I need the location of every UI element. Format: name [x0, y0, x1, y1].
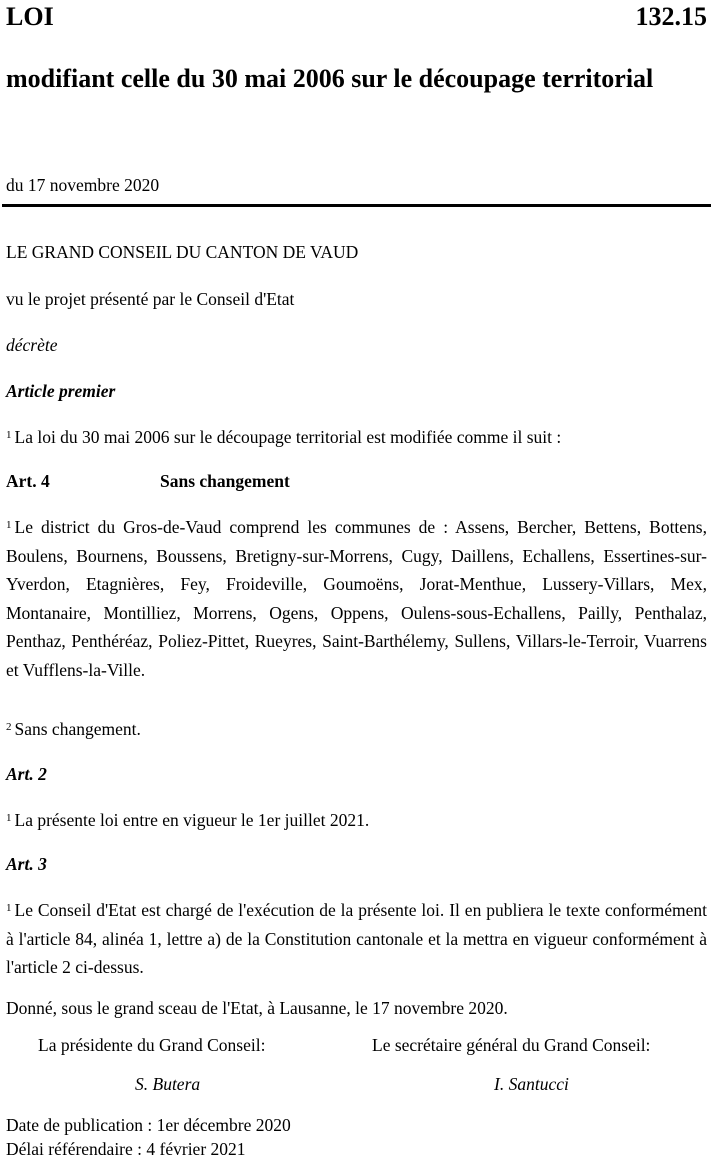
art3-paragraph [6, 896, 707, 982]
art2-paragraph [6, 809, 369, 831]
considering: vu le projet présenté par le Conseil d'Etat [6, 289, 295, 309]
law-date: du 17 novembre 2020 [6, 175, 160, 195]
paragraph-number: 1 [6, 902, 12, 914]
law-type: LOI [6, 2, 54, 31]
secretary-name: I. Santucci [494, 1074, 569, 1094]
given-statement: Donné, sous le grand sceau de l'Etat, à Lausanne, le 17 novembre 2020. [6, 998, 508, 1018]
authority: LE GRAND CONSEIL DU CANTON DE VAUD [6, 242, 359, 262]
header-divider [2, 204, 711, 207]
article-premier-paragraph [6, 426, 561, 448]
paragraph-text: Sans changement. [14, 719, 141, 739]
president-name: S. Butera [135, 1074, 201, 1094]
paragraph-text: La loi du 30 mai 2006 sur le découpage territorial est modifiée comme il suit : [14, 427, 562, 447]
paragraph-text: La présente loi entre en vigueur le 1er juillet 2021. [14, 810, 370, 830]
president-role: La présidente du Grand Conseil: [38, 1035, 266, 1055]
law-title: modifiant celle du 30 mai 2006 sur le découpage territorial [6, 64, 654, 93]
referendum-deadline: Délai référendaire : 4 février 2021 [6, 1139, 246, 1159]
publication-date: Date de publication : 1er décembre 2020 [6, 1115, 291, 1135]
art2-heading: Art. 2 [6, 764, 47, 784]
art4-paragraph-1 [6, 513, 707, 684]
article-premier-heading: Article premier [6, 381, 116, 401]
secretary-role: Le secrétaire général du Grand Conseil: [372, 1035, 651, 1055]
paragraph-text: Le district du Gros-de-Vaud comprend les communes de : Assens, Bercher, Bettens, Bottens, Boulens, Bournens, Boussens, Bretigny-sur-Morrens, Cugy, Daillens, Echallens, Essertines-sur-Yverdon, Etagnières, Fey, Froideville, Goumoëns, Jorat-Menthue, Lussery-Villars, Mex, Montanaire, Montilliez, Morrens, Ogens, Oppens, Oulens-sous-Echallens, Pailly, Penthalaz, Penthaz, Penthéréaz, Poliez-Pittet, Rueyres, Saint-Barthélemy, Sullens, Villars-le-Terroir, Vuarrens et Vufflens-la-Ville. [6, 517, 707, 680]
decree: décrète [6, 335, 58, 355]
art4-heading: Art. 4 [6, 471, 50, 491]
paragraph-number: 1 [6, 519, 12, 531]
law-number: 132.15 [635, 2, 707, 31]
art4-title: Sans changement [160, 471, 290, 491]
paragraph-number: 1 [6, 812, 12, 824]
paragraph-number: 1 [6, 429, 12, 441]
art4-paragraph-2 [6, 718, 141, 740]
paragraph-text: Le Conseil d'Etat est chargé de l'exécution de la présente loi. Il en publiera le texte conformément à l'article 84, alinéa 1, lettre a) de la Constitution cantonale et la mettra en vigueur conformément à l'article 2 ci-dessus. [6, 900, 707, 977]
art3-heading: Art. 3 [6, 854, 47, 874]
paragraph-number: 2 [6, 721, 12, 733]
